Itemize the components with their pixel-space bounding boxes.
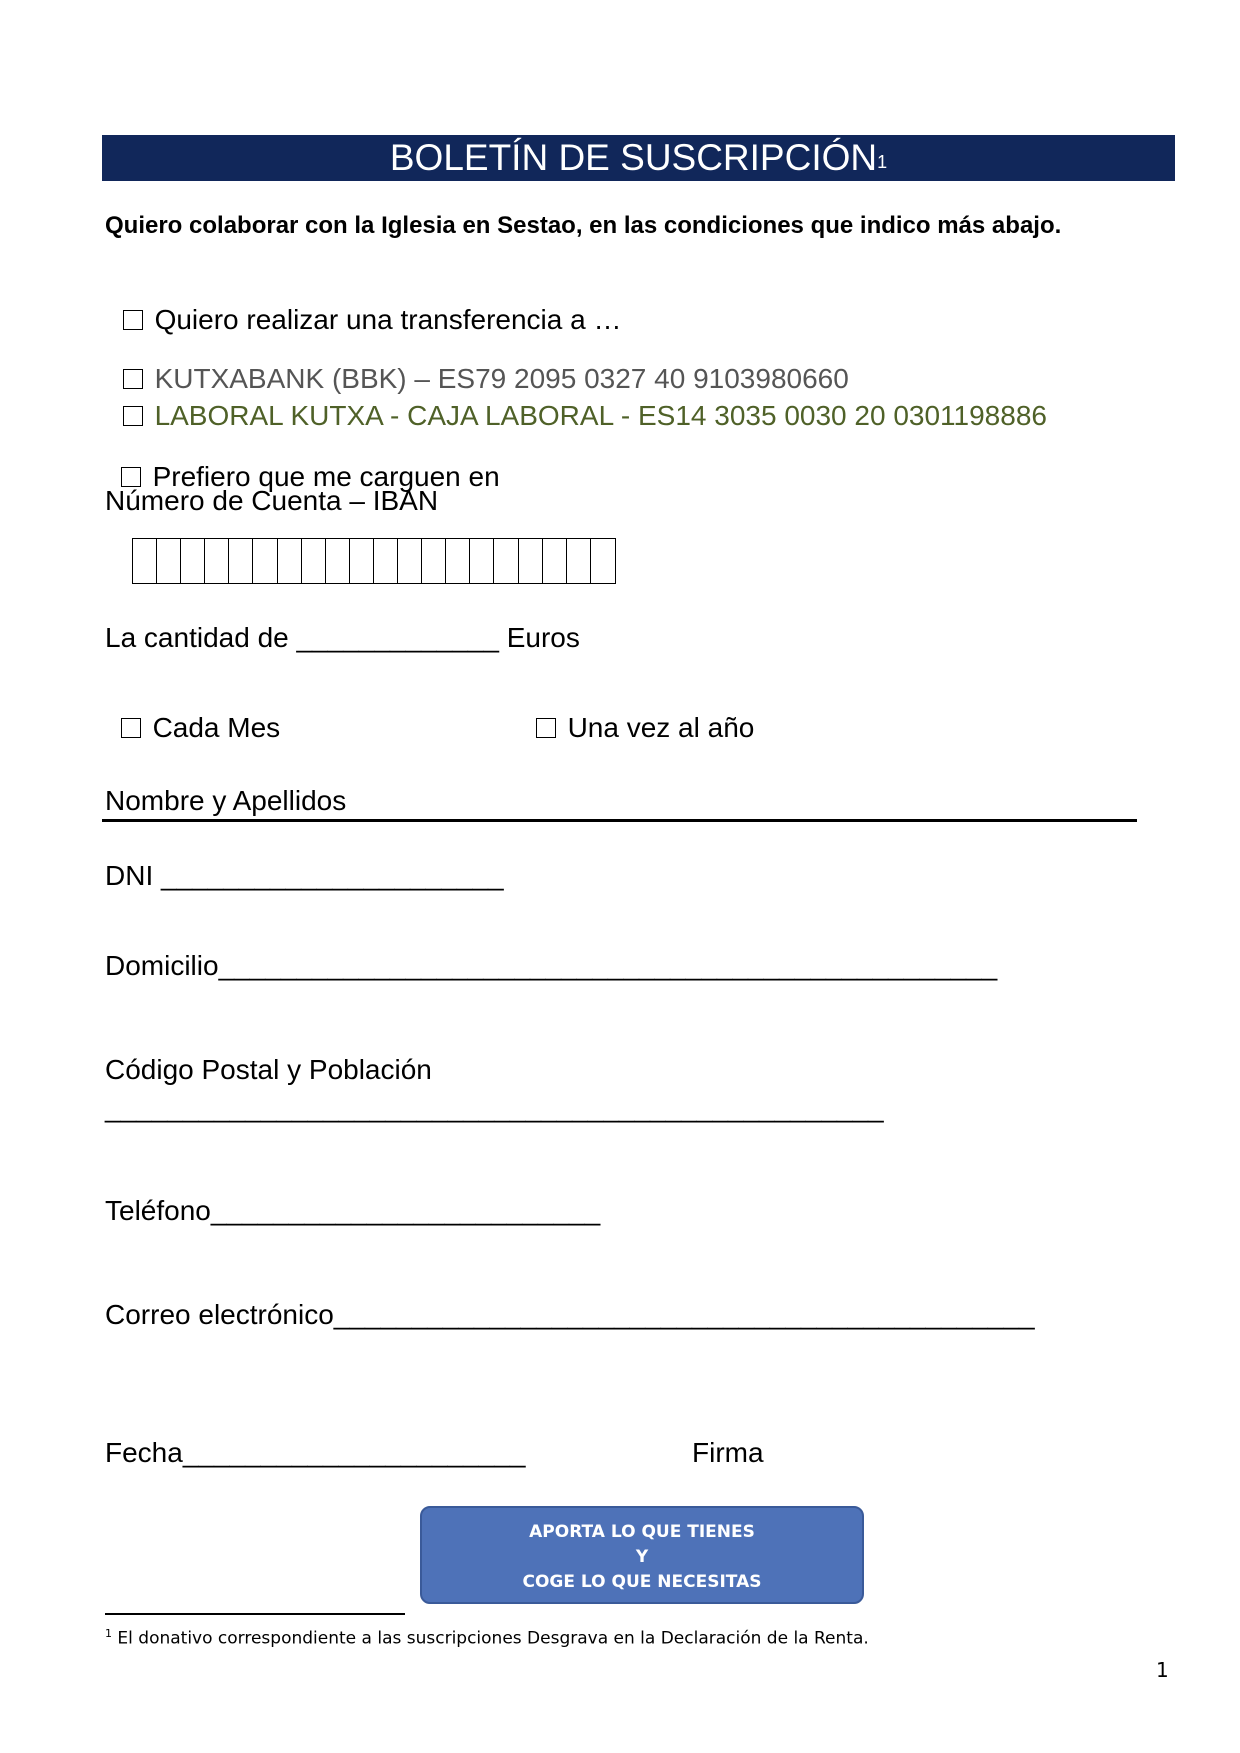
iban-cell[interactable] [278,539,302,583]
iban-cell[interactable] [470,539,494,583]
name-input-line[interactable] [102,819,1137,822]
amount-field[interactable]: La cantidad de _____________ Euros [105,622,580,653]
iban-cell[interactable] [229,539,253,583]
iban-cell[interactable] [567,539,591,583]
slogan-box [420,1506,864,1604]
iban-cell[interactable] [302,539,326,583]
slogan-line-1: APORTA LO QUE TIENES [529,1522,755,1542]
iban-cell[interactable] [157,539,181,583]
iban-cell[interactable] [543,539,567,583]
transfer-option[interactable] [107,272,621,336]
iban-cell[interactable] [494,539,518,583]
laboral-kutxa-checkbox[interactable] [123,406,143,426]
page-number: 1 [1156,1658,1169,1682]
footnote-text: El donativo correspondiente a las suscripciones Desgrava en la Declaración de la Renta. [112,1628,869,1649]
iban-cell[interactable] [350,539,374,583]
signature-label: Firma [692,1437,764,1468]
date-field[interactable]: Fecha______________________ [105,1437,526,1468]
monthly-label: Cada Mes [152,712,281,743]
iban-cell[interactable] [519,539,543,583]
monthly-checkbox[interactable] [121,718,141,738]
direct-debit-option[interactable] [105,429,500,493]
iban-cell[interactable] [591,539,615,583]
phone-field[interactable]: Teléfono_________________________ [105,1195,601,1226]
iban-cell[interactable] [374,539,398,583]
title-footnote-mark: 1 [877,152,888,172]
iban-cell[interactable] [253,539,277,583]
email-field[interactable]: Correo electrónico_____________________________________________ [105,1299,1035,1330]
iban-input-grid[interactable] [132,538,616,584]
name-label: Nombre y Apellidos [105,785,347,816]
intro-text: Quiero colaborar con la Iglesia en Sestao, en las condiciones que indico más abajo. [105,212,1062,239]
kutxabank-label: KUTXABANK (BBK) – ES79 2095 0327 40 9103980660 [154,363,849,394]
iban-cell[interactable] [133,539,157,583]
transfer-option-label: Quiero realizar una transferencia a … [154,304,622,335]
transfer-checkbox[interactable] [123,310,143,330]
footnote-mark: 1 [105,1627,112,1640]
direct-debit-checkbox[interactable] [121,467,141,487]
yearly-label: Una vez al año [567,712,755,743]
dni-field[interactable]: DNI ______________________ [105,860,504,891]
address-field[interactable]: Domicilio__________________________________________________ [105,950,998,981]
bank-option-laboral-kutxa[interactable] [107,368,1047,432]
yearly-checkbox[interactable] [536,718,556,738]
slogan-line-2: Y [635,1547,649,1567]
iban-cell[interactable] [205,539,229,583]
form-title [102,135,1175,181]
laboral-kutxa-label: LABORAL KUTXA - CAJA LABORAL - ES14 3035 0030 20 0301198886 [154,400,1047,431]
iban-cell[interactable] [181,539,205,583]
footnote [105,1627,869,1649]
footnote-separator [105,1613,405,1615]
postal-label: Código Postal y Población [105,1054,432,1085]
direct-debit-label: Prefiero que me carguen en [152,461,500,492]
iban-cell[interactable] [446,539,470,583]
frequency-yearly-option[interactable] [520,680,754,744]
form-title-text: BOLETÍN DE SUSCRIPCIÓN [389,137,878,178]
iban-cell[interactable] [422,539,446,583]
slogan-line-3: COGE LO QUE NECESITAS [522,1572,762,1592]
iban-label: Número de Cuenta – IBAN [105,485,439,516]
frequency-monthly-option[interactable] [105,680,280,744]
iban-cell[interactable] [398,539,422,583]
postal-input-line[interactable]: __________________________________________________ [105,1092,884,1123]
iban-cell[interactable] [326,539,350,583]
